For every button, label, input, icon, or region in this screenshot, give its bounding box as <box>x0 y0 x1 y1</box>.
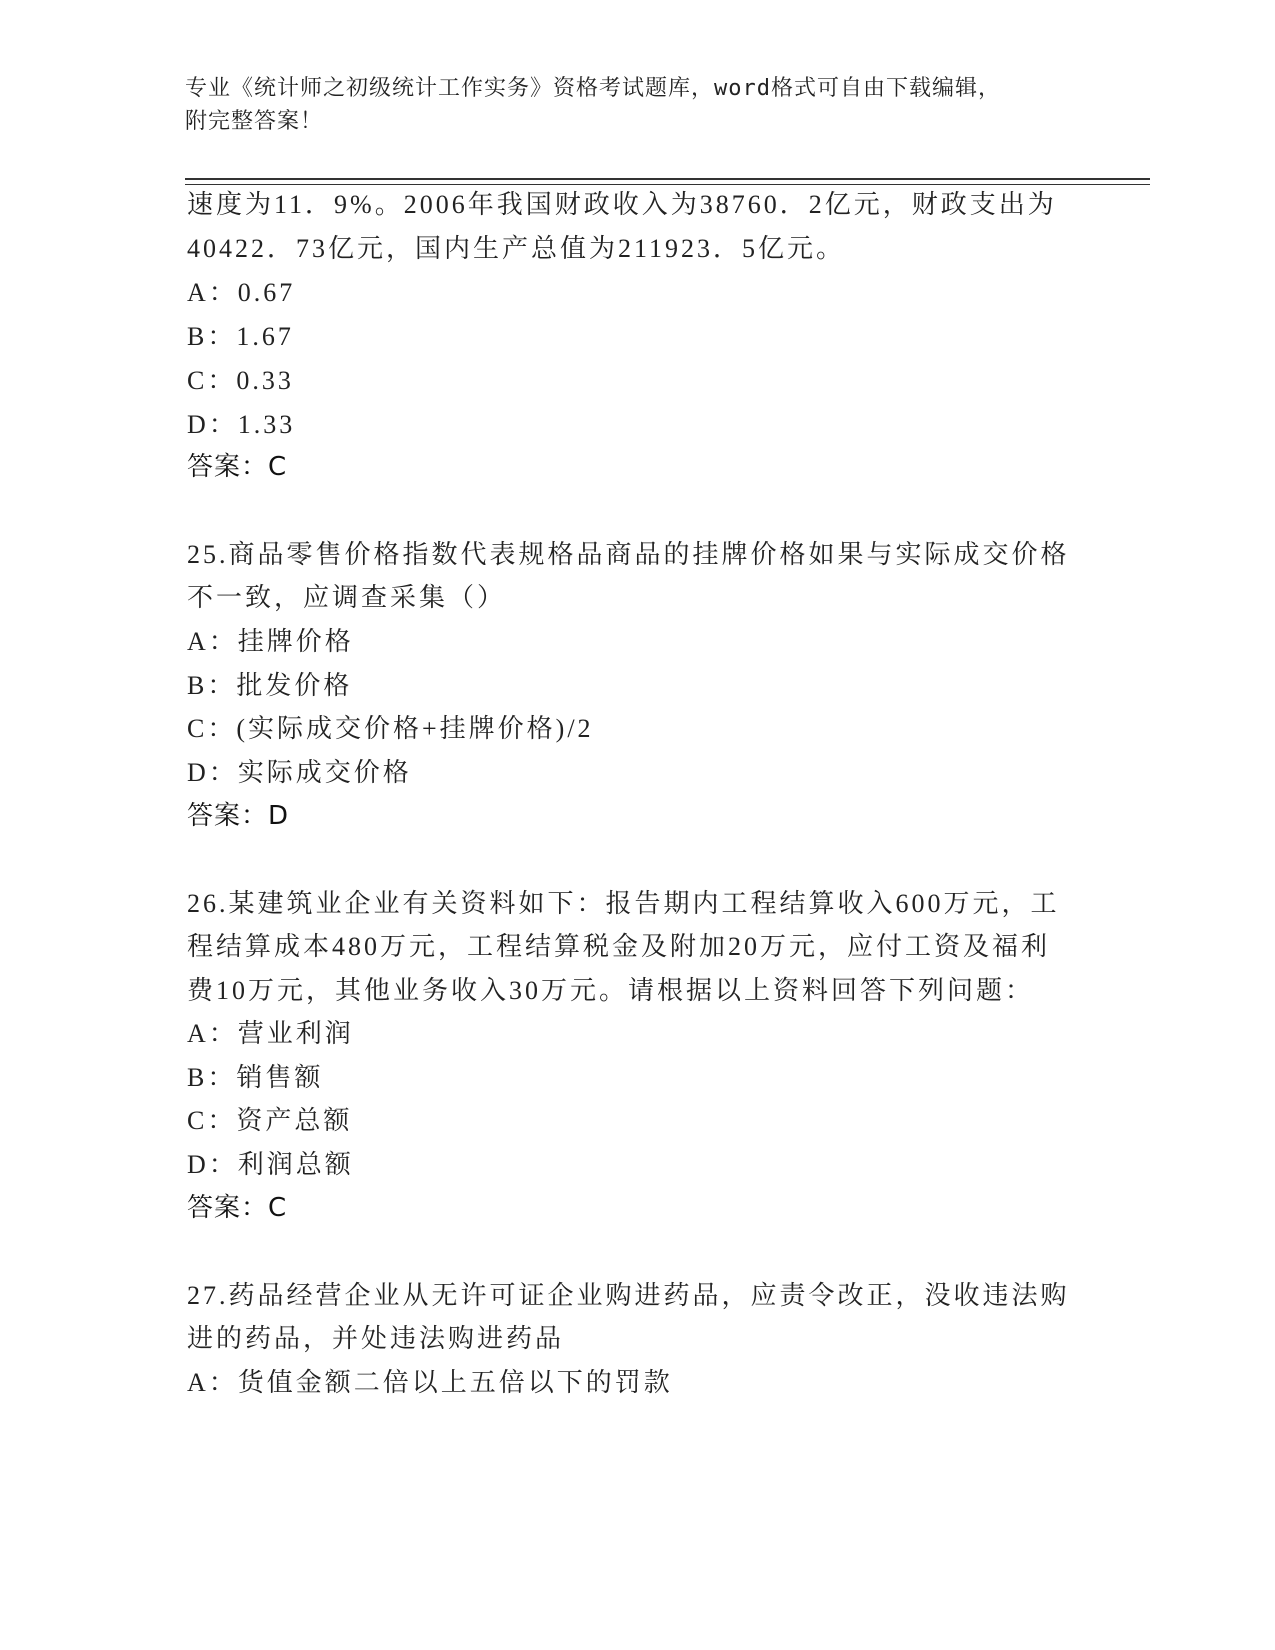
question-text: 费10万元，其他业务收入30万元。请根据以上资料回答下列问题： <box>187 976 1035 1005</box>
question-text: 25.商品零售价格指数代表规格品商品的挂牌价格如果与实际成交价格 <box>187 540 1070 569</box>
option-a: A：挂牌价格 <box>187 627 354 656</box>
option-a: A：营业利润 <box>187 1019 354 1048</box>
question-text: 程结算成本480万元，工程结算税金及附加20万元，应付工资及福利 <box>187 932 1051 961</box>
option-d: D：1.33 <box>187 410 296 439</box>
header-divider-bottom <box>185 184 1150 185</box>
option-d: D：利润总额 <box>187 1150 354 1179</box>
question-text: 进的药品，并处违法购进药品 <box>187 1324 565 1353</box>
question-text: 不一致，应调查采集（） <box>187 583 507 612</box>
question-text: 26.某建筑业企业有关资料如下：报告期内工程结算收入600万元，工 <box>187 889 1060 918</box>
question-text: 40422．73亿元，国内生产总值为211923．5亿元。 <box>187 234 846 263</box>
page-header <box>185 72 1085 138</box>
option-b: B：批发价格 <box>187 671 353 700</box>
option-b: B：1.67 <box>187 322 294 351</box>
option-a: A：0.67 <box>187 278 296 307</box>
option-c: C：0.33 <box>187 366 294 395</box>
answer-label: 答案：D <box>187 801 290 831</box>
option-a: A：货值金额二倍以上五倍以下的罚款 <box>187 1368 673 1397</box>
question-text: 27.药品经营企业从无许可证企业购进药品，应责令改正，没收违法购 <box>187 1281 1070 1310</box>
question-text: 速度为11．9%。2006年我国财政收入为38760．2亿元，财政支出为 <box>187 190 1057 219</box>
option-d: D：实际成交价格 <box>187 758 412 787</box>
option-c: C：(实际成交价格+挂牌价格)/2 <box>187 714 594 743</box>
answer-label: 答案：C <box>187 1193 288 1223</box>
header-line-1: 专业《统计师之初级统计工作实务》资格考试题库，word格式可自由下载编辑， <box>185 76 1001 101</box>
answer-label: 答案：C <box>187 452 288 482</box>
header-line-2: 附完整答案！ <box>185 109 324 134</box>
option-b: B：销售额 <box>187 1063 324 1092</box>
option-c: C：资产总额 <box>187 1106 353 1135</box>
header-divider-top <box>185 178 1150 180</box>
